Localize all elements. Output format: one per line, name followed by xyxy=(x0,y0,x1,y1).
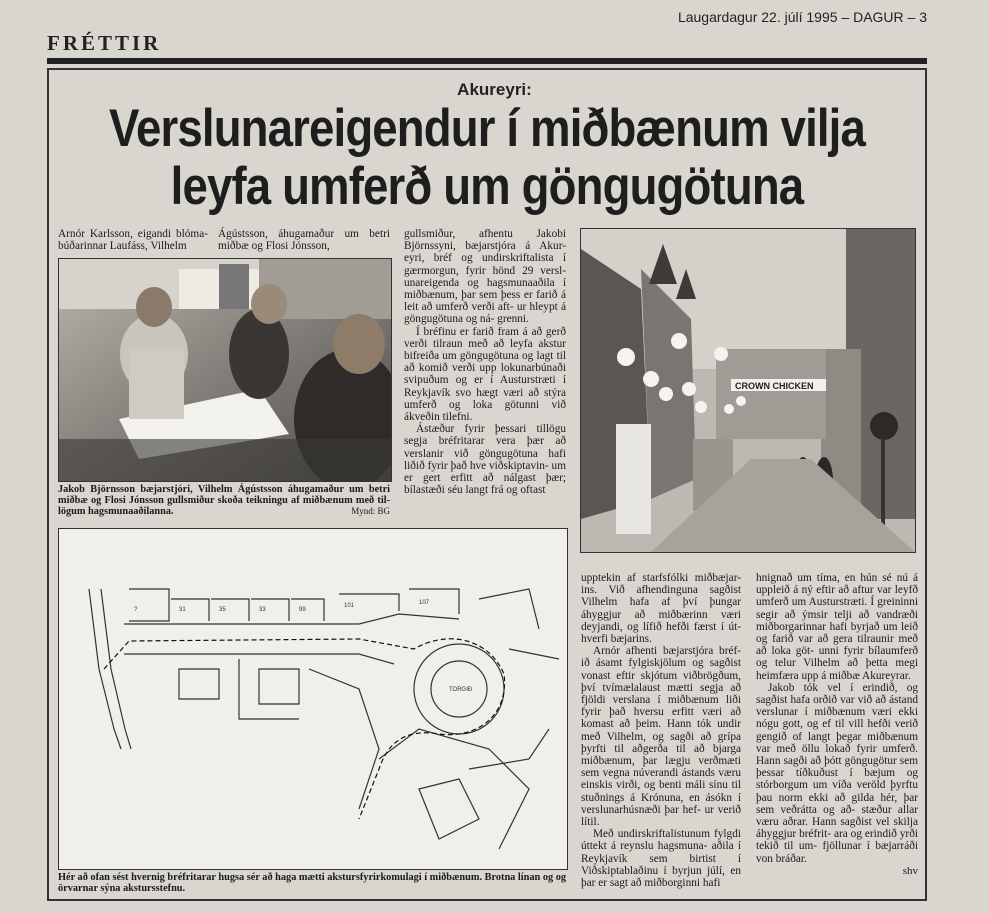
overline: Akureyri: xyxy=(457,80,532,99)
page-header: Laugardagur 22. júlí 1995 – DAGUR – 3 xyxy=(677,9,927,25)
header-rule xyxy=(47,58,927,64)
article-col5: hnignað um tíma, en hún sé nú á uppleið á ný eftir að aftur var leyfð umferð um Austurstræti. Í greininni segir að ýmsir telji að vandræði miðborgarinnar hafi byrjað um leið og farið var að gera tilraunir með að loka göt- unni fyrir bílaumferð og telur Vilhelm að þetta megi heimfæra upp á miðbæ Akureyrar. Jakob tók vel í erindið, og sagðist hafa orðið var við að ástand verslunar í miðbænum væri ekki nógu gott, og ef til vill hefði verið gengið of langt þegar miðbænum var með öllu lokað fyrir umferð. Hann sagði að þótt göngugötur sem þessar tíðkuðust í bæjum og stórborgum um víða veröld þyrftu þau norm ekki að gilda hér, þar sem veðrátta og að- stæður allar væru aðrar. Hann sagðist vel skilja áhyggjur bréfrit- ara og erindið yrði tekið til um- fjöllunar í bæjarráði von bráðar. shv xyxy=(756,572,918,877)
headline-line-2: leyfa umferð um göngugötuna xyxy=(170,157,804,216)
article-col4: upptekin af starfsfólki miðbæjar- ins. Við afhendinguna sagðist Vilhelm hafa af því þungar áhyggjur að miðbærinn væri deyjandi, og lífið hefði færst í út- hverfi bæjarins. Arnór afhenti bæjarstjóra bréf- ið ásamt fylgiskjölum og sagðist vonast eftir skjótum viðbrögðum, því tvímælalaust mætti segja að fjöldi verslana í miðbænum liði fyrir það hversu erfitt væri að komast að þeim. Hann tók undir með Vilhelm, og sagði að grípa þyrfti til aðgerða til að bjarga miðbænum, þar lægju verðmæti sem vegna núverandi ástands væru einskis virði, og benti máli sínu til stuðnings á Krónuna, en ásókn í verslunarhúsnæði þar hef- ur verið lítil. Með undirskriftalistunum fylgdi úttekt á reynslu hagsmuna- aðila í Reykjavík sem birtist í Viðskiptablaðinu í byrjun júlí, en þar er sagt að miðborginni hafi xyxy=(581,572,741,890)
svg-text:33: 33 xyxy=(259,607,266,613)
traffic-plan-sketch xyxy=(59,529,567,869)
street-map-drawing xyxy=(58,528,568,870)
svg-text:99: 99 xyxy=(299,607,306,613)
photo1-caption: Jakob Björnsson bæjarstjóri, Vilhelm Ágústsson áhugamaður um betri miðbæ og Flosi Jónsson gullsmiður skoða teikningu af miðbænum með til- lögum hagsmunaaðilanna. Mynd: BG xyxy=(58,484,390,518)
crown-chicken-sign: CROWN CHICKEN xyxy=(735,381,814,391)
svg-text:31: 31 xyxy=(179,607,186,613)
section-label: FRÉTTIR xyxy=(47,31,162,55)
article-col3: gullsmiður, afhentu Jakobi Björnssyni, bæjarstjóra á Akur- eyri, bréf og undirskriftalista í gærmorgun, fyrir hönd 29 versl- unareigenda og hagsmunaaðila í miðbænum, þar sem þess er farið á leit að umferð verði aft- ur hleypt á göngugötuna og ná- grenni. Í bréfinu er farið fram á að gerð verði tilraun með að leyfa akstur bifreiða um göngugötuna og lagt til að komið verði upp lokunarbúnaði svipuðum og er í Austurstræti í Reykjavík svo hægt væri að stýra umferð og loka götunni við ákveðin tilefni. Ástæður fyrir þessari tillögu segja bréfritarar vera þær að verslanir við göngugötuna hafi liðið fyrir það hve viðskiptavin- um er gert erfitt að nálgast þær; bílastæði séu langt frá og oftast xyxy=(404,228,566,497)
svg-text:35: 35 xyxy=(219,607,226,613)
meeting-photo xyxy=(58,258,392,482)
headline xyxy=(109,100,866,216)
headline-line-1: Verslunareigendur í miðbænum vilja xyxy=(109,99,865,158)
photo-credit: Mynd: BG xyxy=(351,506,390,517)
street-photo-illustration xyxy=(581,229,915,552)
svg-text:?: ? xyxy=(134,607,138,613)
svg-text:101: 101 xyxy=(344,603,355,609)
meeting-photo-illustration xyxy=(59,259,391,481)
author-signature: shv xyxy=(902,864,918,877)
svg-text:TORGIÐ: TORGIÐ xyxy=(449,687,473,693)
article-col2-intro: Ágústsson, áhugamaður um betri miðbæ og Flosi Jónsson, xyxy=(218,228,390,253)
svg-text:107: 107 xyxy=(419,600,430,606)
street-photo xyxy=(580,228,916,553)
map-caption: Hér að ofan sést hvernig bréfritarar hugsa sér að haga mætti akstursfyrirkomulagi í miðbænum. Brotna línan og og örvarnar sýna akstursstefnu. xyxy=(58,872,566,895)
article-col1-intro: Arnór Karlsson, eigandi blóma- búðarinnar Laufáss, Vilhelm xyxy=(58,228,208,253)
